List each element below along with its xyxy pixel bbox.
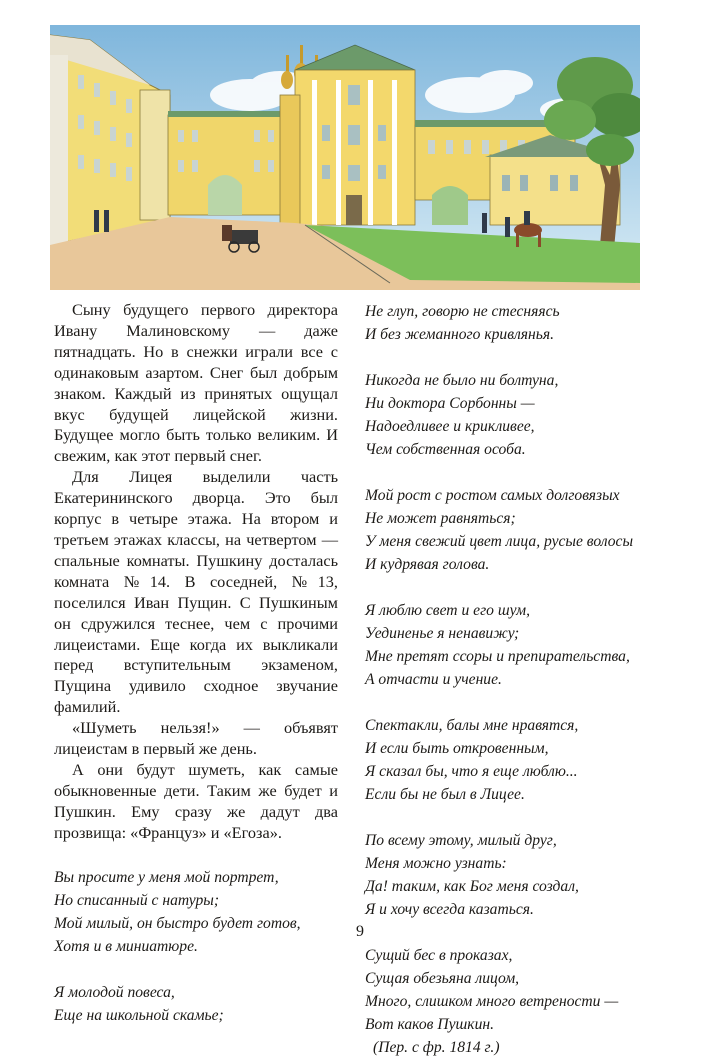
poem-stanza <box>54 866 338 958</box>
page-number: 9 <box>356 923 364 940</box>
poem-stanza <box>365 829 665 921</box>
main-building <box>280 45 415 225</box>
poem-line: Не может равняться; <box>365 510 516 527</box>
poem-line: Но списанный с натуры; <box>54 891 220 909</box>
lyceum-illustration <box>50 25 640 290</box>
poem-line: Не глуп, говорю не стесняясь <box>365 303 560 320</box>
poem-stanza <box>54 981 338 1027</box>
right-column-poem <box>365 300 665 1059</box>
poem-line: Да! таким, как Бог меня создал, <box>365 878 579 895</box>
poem-line: По всему этому, милый друг, <box>365 832 557 849</box>
poem-line: Мой милый, он быстро будет готов, <box>54 914 301 932</box>
poem-line: Спектакли, балы мне нравятся, <box>365 717 579 734</box>
poem-stanza <box>365 599 665 691</box>
poem-stanza <box>365 714 665 806</box>
poem-line: Вот каков Пушкин. <box>365 1016 495 1033</box>
poem-stanza <box>365 484 665 576</box>
poem-line: Много, слишком много ветрености — <box>365 993 619 1010</box>
source-note: (Пер. с фр. 1814 г.) <box>373 1039 500 1056</box>
poem-line: У меня свежий цвет лица, русые волосы <box>365 533 634 550</box>
paragraph: А они будут шуметь, как самые обыкновенные дети. Таким же будет и Пушкин. Ему сразу же дадут два прозвища: «Француз» и «Егоза». <box>54 759 338 842</box>
poem-line: Чем собственная особа. <box>365 441 526 458</box>
paragraph: Для Лицея выделили часть Екатерининского дворца. Это был корпус в четыре этажа. На втором и третьем этажах классы, на четвертом — спальные комнаты. Пушкину досталась комната №14. В соседней, №13, поселился Иван Пущин. С Пушкиным он сдружился теснее, чем с прочими лицеистами. Еще когда их выкликали перед вступительным экзаменом, Пущина удивило сходное звучание фамилий. <box>54 467 338 717</box>
poem-line: Уединенье я ненавижу; <box>365 625 520 642</box>
poem-line: Если бы не был в Лицее. <box>365 786 525 803</box>
poem-line: Хотя и в миниатюре. <box>54 937 198 955</box>
poem-line: Я и хочу всегда казаться. <box>365 901 534 918</box>
poem-line: Надоедливее и крикливее, <box>365 418 535 435</box>
poem-line: Сущий бес в проказах, <box>365 947 513 964</box>
poem-line: И кудрявая голова. <box>365 556 490 573</box>
poem-line: Я люблю свет и его шум, <box>365 602 530 619</box>
poem-line: Вы просите у меня мой портрет, <box>54 868 279 886</box>
poem-stanza <box>365 944 665 1059</box>
poem-line: Еще на школьной скамье; <box>54 1006 224 1024</box>
poem-line: А отчасти и учение. <box>365 671 502 688</box>
poem-line: Мой рост с ростом самых долговязых <box>365 487 620 504</box>
poem-line: Мне претят ссоры и препирательства, <box>365 648 630 665</box>
poem-line: Я молодой повеса, <box>54 983 175 1001</box>
poem-stanza <box>365 300 665 346</box>
poem <box>54 866 338 1027</box>
poem-line: И без жеманного кривлянья. <box>365 326 555 343</box>
paragraph: «Шуметь нельзя!» — объявят лицеистам в первый же день. <box>54 718 338 759</box>
poem-line: И если быть откровенным, <box>365 740 549 757</box>
poem-line: Никогда не было ни болтуна, <box>365 372 559 389</box>
poem-line: Ни доктора Сорбонны — <box>365 395 535 412</box>
arch-building <box>168 111 283 215</box>
poem-line: Меня можно узнать: <box>365 855 507 872</box>
poem-line: Сущая обезьяна лицом, <box>365 970 520 987</box>
poem-line: Я сказал бы, что я еще люблю... <box>365 763 578 780</box>
poem-stanza <box>365 369 665 461</box>
paragraph: Сыну будущего первого директора Ивану Малиновскому — даже пятнадцать. Но в снежки играли все с одинаковым азартом. Снег был добрым знаком. Каждый из принятых ощущал вкус будущей лицейской жизни. Будущее могло быть только великим. И свежим, как этот первый снег. <box>54 300 338 466</box>
